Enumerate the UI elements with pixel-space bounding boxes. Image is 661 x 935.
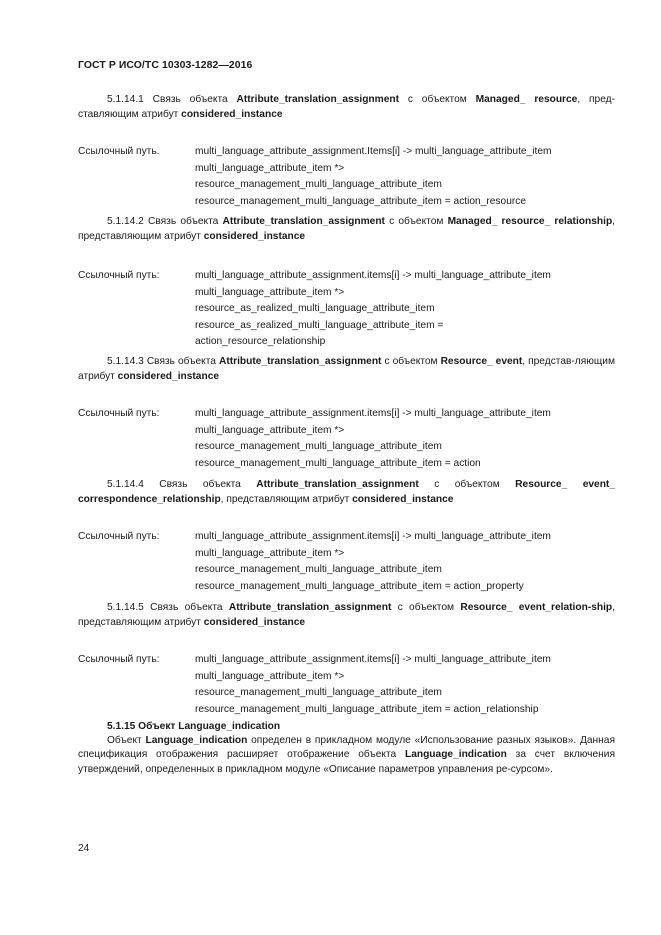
paragraph-text: , представляющим атрибут <box>78 216 616 242</box>
entity-name: considered_instance <box>117 371 220 382</box>
entity-name: Attribute_translation_assignment <box>218 356 382 367</box>
entity-name: Managed_ resource_ relationship <box>447 216 613 227</box>
reference-path-line: resource_management_multi_language_attribute_item = action <box>195 457 481 469</box>
document-header: ГОСТ Р ИСО/ТС 10303-1282—2016 <box>78 60 253 71</box>
reference-path-line: resource_management_multi_language_attribute_item = action_resource <box>195 195 527 207</box>
reference-path-line: multi_language_attribute_assignment.Items[i] -> multi_language_attribute_item <box>195 146 552 157</box>
reference-path-label: Ссылочный путь: <box>78 270 160 281</box>
section-paragraph <box>78 600 615 630</box>
reference-path-lines <box>195 144 615 210</box>
paragraph-text: , пред-ставляющим атрибут <box>78 94 616 120</box>
paragraph-text: за счет включения утверждений, определенных в прикладном модуле «Описание параметров управления ре-сурсом». <box>78 749 615 775</box>
reference-path-line: resource_management_multi_language_attribute_item = action_property <box>195 580 524 592</box>
paragraph-text: , представ-ляющим атрибут <box>78 356 615 382</box>
paragraph-text: с объектом <box>381 356 441 367</box>
entity-name: Language_indication <box>145 735 248 746</box>
paragraph-text: , представляющим атрибут <box>220 494 353 505</box>
reference-path-line: resource_management_multi_language_attribute_item <box>195 179 442 190</box>
paragraph-text: с объектом <box>391 602 461 613</box>
entity-name: Resource_ event_relation-ship <box>460 602 613 613</box>
reference-path-line: multi_language_attribute_item *> <box>195 424 345 436</box>
entity-name: considered_instance <box>181 109 283 120</box>
page-number: 24 <box>78 843 90 854</box>
paragraph-text: 5.1.14.1 Связь объекта <box>107 94 237 105</box>
entity-name: considered_instance <box>203 231 306 242</box>
reference-path-lines <box>195 268 615 351</box>
paragraph-text: определен в прикладном модуле «Использование разных языков». Данная спецификация отображения расширяет отображение объекта <box>78 735 615 761</box>
reference-path-label: Ссылочный путь: <box>78 531 160 542</box>
reference-path-lines <box>195 529 615 595</box>
entity-name: considered_instance <box>352 494 454 505</box>
reference-path <box>78 144 615 210</box>
section-5-1-14-4 <box>78 477 615 595</box>
paragraph-text: 5.1.14.4 Связь объекта <box>107 479 257 490</box>
entity-name: Resource_ event_ correspondence_relationship <box>78 479 615 505</box>
section-5-1-14-3 <box>78 354 615 472</box>
entity-name: Attribute_translation_assignment <box>228 602 392 613</box>
reference-path-label: Ссылочный путь: <box>78 408 160 419</box>
reference-path-line: multi_language_attribute_item *> <box>195 286 345 298</box>
reference-path-line: resource_as_realized_multi_language_attribute_item = <box>195 319 444 331</box>
entity-name: Attribute_translation_assignment <box>256 479 419 490</box>
reference-path-line: resource_management_multi_language_attribute_item <box>195 441 442 452</box>
section-5-1-14-2 <box>78 214 615 351</box>
entity-name: Attribute_translation_assignment <box>222 216 385 227</box>
reference-path <box>78 652 615 718</box>
entity-name: Resource_ event <box>440 356 523 367</box>
reference-path-line: multi_language_attribute_item *> <box>195 547 345 559</box>
paragraph-text: , представляющим атрибут <box>78 602 615 628</box>
paragraph-text: 5.1.14.3 Связь объекта <box>107 356 219 367</box>
reference-path-line: action_resource_relationship <box>195 336 326 347</box>
entity-name: Attribute_translation_assignment <box>236 94 399 105</box>
reference-path-line: multi_language_attribute_item *> <box>195 162 345 174</box>
section-paragraph <box>78 92 615 122</box>
reference-path-line: multi_language_attribute_assignment.items[i] -> multi_language_attribute_item <box>195 654 551 665</box>
reference-path <box>78 268 615 351</box>
paragraph-text: 5.1.14.2 Связь объекта <box>107 216 223 227</box>
reference-path-label: Ссылочный путь. <box>78 146 160 157</box>
paragraph-text: с объектом <box>398 94 476 105</box>
entity-name: Managed_ resource <box>475 94 578 105</box>
reference-path-line: resource_management_multi_language_attribute_item = action_relationship <box>195 703 539 715</box>
paragraph-text: с объектом <box>384 216 448 227</box>
paragraph-text: 5.1.14.5 Связь объекта <box>107 602 229 613</box>
section-5-1-14-1 <box>78 92 615 210</box>
reference-path-line: multi_language_attribute_item *> <box>195 670 345 682</box>
entity-name: considered_instance <box>203 617 306 628</box>
reference-path <box>78 529 615 595</box>
reference-path-line: multi_language_attribute_assignment.items[i] -> multi_language_attribute_item <box>195 270 551 281</box>
paragraph-text: с объектом <box>418 479 516 490</box>
reference-path-lines <box>195 652 615 718</box>
section-heading: 5.1.15 Объект Language_indication <box>107 721 281 732</box>
section-paragraph <box>78 354 615 384</box>
reference-path-line: resource_management_multi_language_attribute_item <box>195 687 442 698</box>
reference-path-lines <box>195 406 615 472</box>
reference-path-line: resource_management_multi_language_attribute_item <box>195 564 442 575</box>
reference-path <box>78 406 615 472</box>
entity-name: Language_indication <box>404 749 507 761</box>
reference-path-line: resource_as_realized_multi_language_attribute_item <box>195 303 435 314</box>
section-5-1-14-5 <box>78 600 615 718</box>
reference-path-label: Ссылочный путь: <box>78 654 160 665</box>
section-paragraph <box>78 477 615 507</box>
section-body-text <box>78 734 615 777</box>
reference-path-line: multi_language_attribute_assignment.items[i] -> multi_language_attribute_item <box>195 408 551 419</box>
paragraph-text: Объект <box>107 735 146 746</box>
section-5-1-15 <box>78 720 615 777</box>
reference-path-line: multi_language_attribute_assignment.items[i] -> multi_language_attribute_item <box>195 531 551 542</box>
section-paragraph <box>78 214 615 244</box>
